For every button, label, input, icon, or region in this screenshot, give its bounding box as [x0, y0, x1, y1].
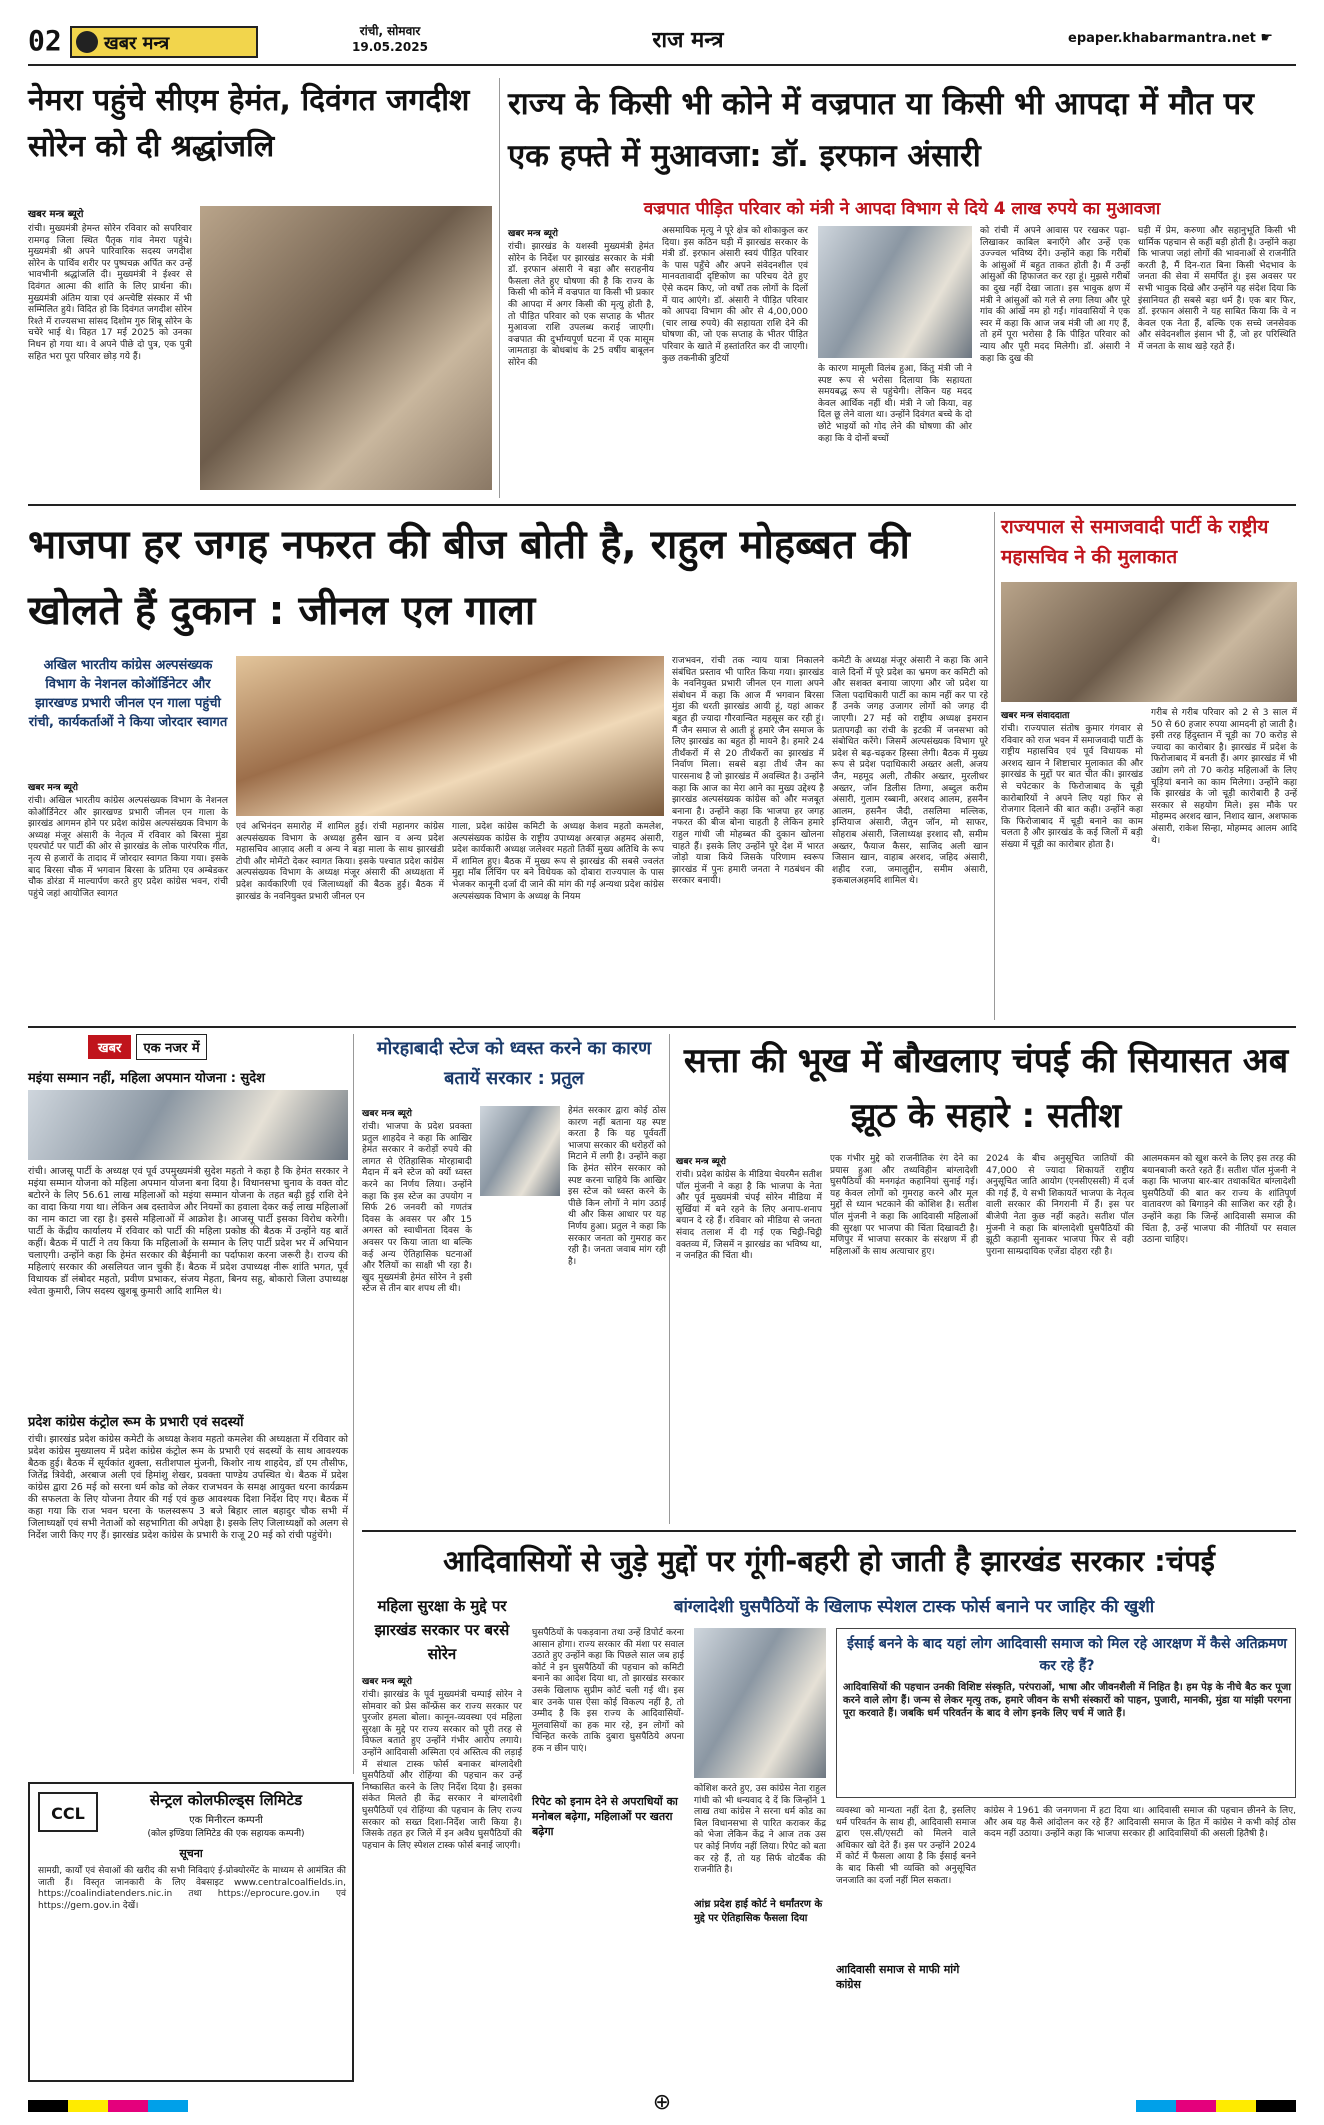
nazar-item2-body: रांची। झारखंड प्रदेश कांग्रेस कमेटी के अध्यक्ष केशव महतो कमलेश की अध्यक्षता में रविवार को प्रदेश कांग्रेस मुख्यालय में प्रदेश कांग्रेस कंट्रोल रूम के प्रभारी एवं सदस्यों के साथ आवश्यक बैठक हुई। बैठक में सूर्यकांत शुक्ला, सतीशपाल मुंजनी, किशोर नाथ शाहदेव, डॉ एम तौसीफ, जितेंद्र त्रिवेदी, अरबाज अली एवं हिमांशु शेखर, प्रवक्ता पाण्डेय उपस्थित थे। बैठक में प्रदेश कांग्रेस द्वारा 26 मई को सरना धर्म कोड को लेकर राजभवन के समक्ष आयुक्त धरना कार्यक्रम की सफलता के लिए योजना तैयार की गई एवं कुछ आवश्यक दिशा निर्देश दिए गए। बैठक में कहा गया कि राज भवन घरना के फलस्वरूप 3 बजे बिहार लाल बहादुर चौक सभी में जिलाध्यक्षों एवं सभी नेताओं को सहभागिता की अपेक्षा है। इसके लिए जिलाध्यक्षों को अलग से निर्देश जारी किए गए हैं। झारखंड प्रदेश कांग्रेस के प्रभारी के राजू 20 मई को रांची पहुंचेंगे।: [28, 1434, 348, 1541]
story-pratul-col1: रांची। भाजपा के प्रदेश प्रवक्ता प्रतुल शाहदेव ने कहा कि आखिर हेमंत सरकार ने करोड़ों रुपये की लागत से ऐतिहासिक मोरहाबादी मैदान में बने स्टेज को क्यों ध्वस्त करने का निर्णय लिया। उन्होंने कहा कि इस स्टेज का उपयोग न सिर्फ 26 जनवरी को गणतंत्र दिवस के अवसर पर और 15 अगस्त को स्वाधीनता दिवस के अवसर पर किया जाता था बल्कि कई अन्य ऐतिहासिक घटनाओं और रैलियों का साक्षी भी रहा है। खुद मुख्यमंत्री हेमंत सोरेन ने इसी स्टेज से तीन बार शपथ ली थी।: [362, 1122, 472, 1295]
rule-2: [28, 1026, 1296, 1028]
story-champai: [362, 1538, 1296, 2078]
story-nemra-body: रांची। मुख्यमंत्री हेमन्त सोरेन रविवार को सपरिवार रामगढ़ जिला स्थित पैतृक गांव नेमरा पहुंचे। मुख्यमंत्री श्री अपने पारिवारिक सदस्य जगदीश सोरेन के पार्थिव शरीर पर पुष्पचक्र अर्पित कर उन्हें भावभीनी श्रद्धांजलि दी। मुख्यमंत्री ने ईश्वर से दिवंगत आत्मा की शांति के लिए प्रार्थना की। मुख्यमंत्री अंतिम यात्रा एवं अन्त्येष्टि संस्कार में भी सम्मिलित हुये। विदित हो कि दिवंगत जगदीश सोरेन रिश्ते में राज्यसभा सांसद दिशोम गुरु शिबू सोरेन के चचेरे भाई थे। विहत 17 मई 2025 को उनका निधन हो गया था। वे अपने पीछे दो पुत्र, एक पुत्री सहित भरा पूरा परिवार छोड़ गये हैं।: [28, 224, 192, 362]
registration-mark-icon: ⊕: [652, 2090, 672, 2115]
story-champai-left-sub: महिला सुरक्षा के मुद्दे पर झारखंड सरकार पर बरसे सोरेन: [374, 1597, 510, 1663]
story-irfan-col3: के कारण मामूली विलंब हुआ, किंतु मंत्री जी ने स्पष्ट रूप से भरोसा दिलाया कि सहायता समयबद्ध रूप से पहुंचेगी। लेकिन यह मदद केवल आर्थिक नहीं थी। मंत्री ने जो किया, वह दिल छू लेने वाला था। उन्होंने दिवंगत बच्चे के दो छोटे भाइयों को गोद लेने की घोषणा की ओर कहा कि वे दोनों बच्चों: [818, 364, 972, 444]
boxed-question-body: आदिवासियों की पहचान उनकी विशिष्ट संस्कृति, परंपराओं, भाषा और जीवनशैली में निहित है। हम पेड़ के नीचे बैठ कर पूजा करने वाले लोग हैं। जन्म से लेकर मृत्यु तक, हमारे जीवन के सभी संस्कारों को पाहन, पुजारी, मानकी, मुंडा या मांझी परगना पूरा करवाते हैं। जबकि धर्म परिवर्तन के बाद वे लोग इनके लिए चर्च में जाते हैं।: [843, 1682, 1291, 1719]
page-number: 02: [28, 24, 62, 57]
rule-1: [28, 504, 1296, 506]
epaper-url[interactable]: [1068, 30, 1296, 54]
story-satish-col3: 2024 के बीच अनुसूचित जातियों की 47,000 से ज्यादा शिकायतें राष्ट्रीय अनुसूचित जाति आयोग (एनसीएससी) में दर्ज की गई हैं, ये सभी शिकायतें भाजपा के नेतृत्व वाली सरकार की निगरानी में हैं। इस पर बीजेपी नेता कुछ नहीं कहते। सतीश पॉल मुंजनी ने कहा कि बांग्लादेशी घुसपैठियों की झूठी कहानी सुनाकर भाजपा फिर से वही पुराना साम्प्रदायिक एजेंडा दोहरा रही है।: [986, 1154, 1134, 1257]
nazar-item2-title: प्रदेश कांग्रेस कंट्रोल रूम के प्रभारी एवं सदस्यों: [28, 1415, 244, 1430]
story-irfan-subhead: वज्रपात पीड़ित परिवार को मंत्री ने आपदा विभाग से दिये 4 लाख रुपये का मुआवजा: [643, 199, 1161, 219]
color-bar-left: [28, 2100, 188, 2112]
story-satish-col2: एक गंभीर मुद्दे को राजनीतिक रंग देने का प्रयास हुआ और तथ्यविहीन बांग्लादेशी घुसपैठियों की मनगढ़ंत कहानियां सुनाई गई। यह केवल लोगों को गुमराह करने और मूल मुद्दों से ध्यान भटकाने की कोशिश है। सतीश पॉल मुंजनी ने कहा कि आदिवासी महिलाओं की सुरक्षा पर भाजपा की चिंता दिखावटी है। मणिपुर में भाजपा सरकार के संरक्षण में ही महिलाओं के साथ अत्याचार हुए।: [830, 1154, 978, 1257]
story-governor-headline: राज्यपाल से समाजवादी पार्टी के राष्ट्रीय महासचिव ने की मुलाकात: [1001, 516, 1269, 568]
pratul-portrait: [480, 1106, 560, 1196]
rule-3: [362, 1530, 1296, 1532]
story-irfan-col1: रांची। झारखंड के यशस्वी मुख्यमंत्री हेमंत सोरेन के निर्देश पर झारखंड सरकार के मंत्री डॉ. इरफान अंसारी ने बड़ा और सराहनीय फैसला लेते हुए घोषणा की है कि राज्य के किसी भी कोने में वज्रपात या किसी भी प्रकार की आपदा में अगर किसी की मृत्यु होती है, तो पीड़ित परिवार को एक सप्ताह के भीतर मुआवजा राशि उपलब्ध कराई जाएगी। वज्रपात की दुर्भाग्यपूर्ण घटना में एक मासूम जामताड़ा के बोधबांध के 25 वर्षीय बाबूलन सोरेन की: [508, 242, 654, 368]
story-irfan: [508, 78, 1296, 498]
color-bar-right: [1136, 2100, 1296, 2112]
ek-nazar-section: [28, 1034, 354, 1774]
boxed-question: [836, 1628, 1296, 1798]
story-governor-photo: [1001, 582, 1297, 702]
ccl-logo-icon: CCL: [38, 1792, 98, 1832]
nazar-item1-body: रांची। आजसू पार्टी के अध्यक्ष एवं पूर्व उपमुख्यमंत्री सुदेश महतो ने कहा है कि हेमंत सरकार ने मइंया सम्मान योजना को महिला अपमान योजना बना दिया है। विधानसभा चुनाव के वक्त वोट बटोरने के लिए 56.61 लाख महिलाओं को मइंया सम्मान योजना के तहत बढ़ी हुई राशि देने का वादा किया गया था। लेकिन अब दस्तावेज और नियमों का हवाला देकर कई लाख महिलाओं का नाम काटा जा रहा है। इससे महिलाओं में आक्रोश है। आजसू पार्टी इसका विरोध करेगी। पार्टी के केंद्रीय कार्यालय में रविवार को पार्टी की महिला प्रकोष्ठ की बैठक में उन्होंने यह बातें कहीं। बैठक में पार्टी ने तय किया कि महिलाओं के सम्मान के लिए पार्टी प्रदेश भर में अभियान चलाएगी। उन्होंने कहा कि हेमंत सरकार की बैईमानी का पर्दाफाश करना जरूरी है। राज्य की महिलाएं सरकार की असलियत जान चुकी हैं। बैठक में प्रदेश उपाध्यक्ष नीरू शांति भगत, पूर्व विधायक डॉ लंबोदर महतो, प्रवीण प्रभाकर, संजय मेहता, बिनय सहू, बोकारो जिला उपाध्यक्ष श्वेता कुमारी, जिप सदस्य खुशबू कुमारी आदि शामिल थे।: [28, 1166, 348, 1297]
ccl-company-name: सेन्ट्रल कोलफील्ड्स लिमिटेड: [149, 1791, 303, 1809]
nazar-item1-title: मइंया सम्मान नहीं, महिला अपमान योजना : सुदेश: [28, 1071, 265, 1086]
story-champai-byline: खबर मन्त्र ब्यूरो: [362, 1677, 412, 1687]
masthead-city-day: रांची, सोमवार: [359, 24, 421, 38]
story-irfan-col5: घड़ी में प्रेम, करुणा और सहानुभूति किसी भी धार्मिक पहचान से कहीं बड़ी होती है। उन्होंने कहा कि भाजपा जहां लोगों की भावनाओं से राजनीति करती है, मैं दिन-रात बिना किसी भेदभाव के जनता की सेवा में समर्पित हूं। इस अवसर पर सभी भावुक दिखे और उन्होंने यह संदेश दिया कि इंसानियत ही सबसे बड़ा धर्म है। एक बार फिर, डॉ. इरफान अंसारी ने यह साबित किया कि वे न केवल एक नेता हैं, बल्कि एक सच्चे जनसेवक और संवेदनशील इंसान भी हैं, जो हर परिस्थिति में जनता के साथ खड़े रहते हैं।: [1138, 226, 1296, 352]
ccl-notice-label: सूचना: [179, 1847, 203, 1860]
story-jinal-col3: गाला, प्रदेश कांग्रेस कमिटी के अध्यक्ष केशव महतो कमलेश, अल्पसंख्यक कांग्रेस के राष्ट्रीय उपाध्यक्ष अरबाज़ अहमद अंसारी, प्रदेश कार्यकारी अध्यक्ष जलेश्वर महतो तिर्की मुख्य अतिथि के रूप में शामिल हुए। बैठक में मुख्य रूप से झारखंड की सबसे ज्वलंत मुद्दा मॉब लिंचिंग पर बने विधेयक को दोबारा राज्यपाल के पास भेजकर कानूनी दर्जा दी जाने की मांग की गई अन्यथा प्रदेश कांग्रेस अल्पसंख्यक विभाग के अध्यक्ष के नियम: [452, 822, 664, 902]
story-nemra-byline: खबर मन्त्र ब्यूरो: [28, 209, 84, 220]
story-irfan-headline: राज्य के किसी भी कोने में वज्रपात या किसी भी आपदा में मौत पर एक हफ्ते में मुआवजा: डॉ. इरफान अंसारी: [508, 86, 1254, 174]
story-jinal: [28, 512, 988, 1020]
story-jinal-col2: एवं अभिनंदन समारोह में शामिल हुई। रांची महानगर कांग्रेस अल्पसंख्यक विभाग के अध्यक्ष हुसैन खान व अन्य प्रदेश महासचिव आज़ाद अली व अन्य ने बड़ा माला के साथ झारखंडी टोपी और मोमेंटो देकर स्वागत किया। इसके पश्चात प्रदेश कांग्रेस अल्पसंख्यक विभाग के अध्यक्ष मंजूर अंसारी की अध्यक्षता में प्रदेश कार्यकारिणी एवं जिलाध्यक्षों की बैठक हुई। बैठक में झारखंड के नवनियुक्त प्रभारी जीनल एन: [236, 822, 444, 902]
story-nemra: [28, 78, 500, 498]
story-champai-col4: व्यवस्था को मान्यता नहीं देता है, इसलिए धर्म परिवर्तन के साथ ही, आदिवासी समाज द्वारा एस.सी/एसटी को मिलने वाले अधिकार खो देते हैं। इस पर उन्होंने 2024 में कोर्ट में फैसला आया है कि ईसाई बनने के बाद किसी भी व्यक्ति को अनुसूचित जनजाति का दर्जा नहीं मिल सकता।: [836, 1806, 976, 1886]
story-nemra-photo: [200, 206, 492, 490]
brand-logo-icon: [76, 31, 98, 53]
story-jinal-photo: [236, 656, 664, 816]
story-champai-col5: कांग्रेस ने 1961 की जनगणना में हटा दिया था। आदिवासी समाज की पहचान छीनने के लिए, और अब यह कैसे आंदोलन कर रहे हैं? आदिवासी समाज के हित में कांग्रेस ने कभी कोई ठोस कदम नहीं उठाया। उन्होंने कहा कि भाजपा सरकार ही आदिवासियों की असली हितैषी है।: [984, 1806, 1296, 1840]
story-jinal-headline: भाजपा हर जगह नफरत की बीज बोती है, राहुल मोहब्बत की खोलते हैं दुकान : जीनल एल गाला: [28, 522, 910, 634]
story-irfan-col2: असमायिक मृत्यु ने पूरे क्षेत्र को शोकाकुल कर दिया। इस कठिन घड़ी में झारखंड सरकार के मंत्री डॉ. इरफान अंसारी स्वयं पीड़ित परिवार के पास पहुँचे और अपने संवेदनशील एवं मानवतावादी दृष्टिकोण का परिचय देते हुए ऐसे कदम किए, जो वर्षों तक लोगों के दिलों में याद आएंगे। डॉ. अंसारी ने पीड़ित परिवार को आपदा विभाग की ओर से 4,00,000 (चार लाख रुपये) की सहायता राशि देने की घोषणा की, जो एक सप्ताह के भीतर पीड़ित परिवार के खाते में हस्तांतरित कर दी जाएगी। कुछ तकनीकी त्रुटियों: [662, 226, 808, 364]
story-satish-col4: आलमकमन को खुश करने के लिए इस तरह की बयानबाजी करते रहते हैं। सतीश पॉल मुंजनी ने कहा कि भाजपा बार-बार तथाकथित बांग्लादेशी घुसपैठियों की बात कर राज्य के शांतिपूर्ण वातावरण को बिगाड़ने की साजिश कर रही है। उन्होंने कहा कि जिन्हें आदिवासी समाज की चिंता है, उन्हें भाजपा की नीतियों पर सवाल उठाना चाहिए।: [1142, 1154, 1296, 1246]
nazar-item1-photo: [28, 1090, 348, 1160]
champai-portrait: [694, 1628, 826, 1778]
story-champai-col1: रांची। झारखंड के पूर्व मुख्यमंत्री चम्पाई सोरेन ने सोमवार को प्रेस कॉन्फ्रेंस कर राज्य सरकार पर पुरजोर हमला बोला। कानून-व्यवस्था एवं महिला सुरक्षा के मुद्दे पर राज्य सरकार को पूरी तरह से विफल बताते हुए उन्होंने गंभीर आरोप लगाये। उन्होंने आदिवासी अस्मिता एवं अस्तित्व की लड़ाई में संथाल टास्क फोर्स बनाकर बांग्लादेशी घुसपैठियों और रोहिंग्या की पहचान कर उन्हें निष्कासित करने के लिए निर्देश दिया है। इसका संकेत मिलते ही केंद्र सरकार ने बांग्लादेशी घुसपैठियों एवं रोहिंग्या की पहचान के लिए राज्य सरकार को सख्त दिशा-निर्देश जारी किया है। जिसके तहत हर जिले में इन अवैध घुसपैठियों की पहचान के लिए स्पेशल टास्क फोर्स बनाई जाएगी।: [362, 1690, 522, 1851]
cursor-hand-icon: ☛: [1260, 30, 1273, 46]
masthead-date: 19.05.2025: [352, 40, 428, 54]
story-nemra-headline: नेमरा पहुंचे सीएम हेमंत, दिवंगत जगदीश सोरेन को दी श्रद्धांजलि: [28, 83, 470, 164]
ccl-advertisement: [28, 1782, 354, 2082]
story-pratul-col2: हेमंत सरकार द्वारा कोई ठोस कारण नहीं बताना यह स्पष्ट करता है कि यह पूर्ववर्ती भाजपा सरकार की धरोहरों को मिटाने में लगी है। उन्होंने कहा कि हेमंत सोरेन सरकार को स्पष्ट करना चाहिये कि आखिर इस स्टेज को ध्वस्त करने के पीछे किन लोगों ने मांग उठाई थी और किस आधार पर यह निर्णय हुआ। प्रतुल ने कहा कि सरकार जनता को गुमराह कर रही है। जनता जवाब मांग रही है।: [568, 1106, 666, 1267]
story-irfan-byline: खबर मन्त्र ब्यूरो: [508, 229, 558, 239]
story-jinal-col1: रांची। अखिल भारतीय कांग्रेस अल्पसंख्यक विभाग के नेशनल कोऑर्डिनेटर और झारखण्ड प्रभारी जीनल एन गाला के झारखंड आगमन होने पर प्रदेश कांग्रेस अल्पसंख्यक विभाग के अध्यक्ष मंजूर अंसारी के नेतृत्व में रविवार को बिरसा मुंडा एयरपोर्ट पर पार्टी की ओर से झारखंड के लोक पारंपरिक गीत, नृत्य से हजारों के तादाद में जोरदार स्वागत किया गया। इसके बाद बिरसा चौक में भगवान बिरसा के प्रतिमा एव अम्बेडकर चौक डोरंडा में माल्यार्पण करते हुए प्रदेश कांग्रेस भवन, रांची पहुंचे जहां आयोजित स्वागत: [28, 796, 228, 899]
ek-nazar-tag: [88, 1034, 268, 1058]
story-jinal-col4: राजभवन, रांची तक न्याय यात्रा निकालने संबंधित प्रस्ताव भी पारित किया गया। झारखंड के नवनियुक्त प्रभारी जीनल एन गाला अपने संबोधन में कहा कि आज मैं भगवान बिरसा मुंडा की धरती झारखंड आयी हूं, यहां आकर बहुत ही ज्यादा गौरवान्वित महसूस कर रही हूं। मैं जैन समाज से आती हूं हमारे जैन समाज के लिए झारखंड का बहुत ही मायने है। हमारे 24 तीर्थंकरों में से 20 तीर्थंकरों का झारखंड में निर्वाण मिला। सबसे बड़ा तीर्थ जैन का पारसनाथ है जो झारखंड में अवस्थित है। उन्होंने कहा कि आज का मेरा आने का मुख्य उद्देश्य है झारखंड अल्पसंख्यक कांग्रेस को और मजबूत बनाना है। उन्होंने कहा कि भाजपा हर जगह नफरत की बीज बोना चाहती है लेकिन हमारे राहुल गांधी जी मोहब्बत की दुकान खोलना चाहते हैं। इसके लिए उन्होंने पूरे देश में भारत जोड़ो यात्रा किये जिसके परिणाम स्वरूप झारखंड में पुनः हमारी जनता ने गठबंधन की सरकार बनायी।: [672, 656, 824, 887]
story-champai-col2: घुसपैठियों के पकड़वाना तथा उन्हें डिपोर्ट करना आसान होगा। राज्य सरकार की मंशा पर सवाल उठाते हुए उन्होंने कहा कि पिछले साल जब हाई कोर्ट ने इन घुसपैठियों की पहचान को कमिटी बनाने का आदेश दिया था, तो झारखंड सरकार उसके खिलाफ सुप्रीम कोर्ट चली गई थी। इस बार उनके पास ऐसा कोई विकल्प नहीं है, तो उम्मीद है कि इस राज्य के आदिवासियों-मूलवासियों का हक मार रहे, इन लोगों को चिन्हित करके ताकि दुबारा घुसपैठिये अपना हक न छीन पाएं।: [532, 1628, 684, 1754]
story-champai-col3: कोशिश करते हुए, उस कांग्रेस नेता राहुल गांधी को भी धन्यवाद दे दें कि जिन्होंने 1 लाख तथा कांग्रेस ने सरना धर्म कोड का बिल विधानसभा से पारित कराकर केंद्र को भेजा लेकिन केंद्र ने आज तक उस पर कोई निर्णय नहीं लिया। रिपेट को बता कर रहे हैं, तो यह सिर्फ वोटबैंक की राजनीति है।: [694, 1784, 826, 1876]
story-pratul: [362, 1034, 670, 1524]
ek-nazar-tag-left: खबर: [88, 1035, 131, 1059]
irfan-portrait: [818, 226, 972, 358]
story-jinal-col5: कमेटी के अध्यक्ष मंजूर अंसारी ने कहा कि आने वाले दिनों में पूरे प्रदेश का भ्रमण कर कमिटी को और सशक्त बनाया जाएगा और जो प्रदेश या जिला पदाधिकारी पार्टी का काम नहीं कर पा रहे हैं उनके जगह उजागर लोगों को जगह दी जाएगी। 27 मई को राष्ट्रीय अध्यक्ष इमरान प्रतापगढ़ी का रांची के इटकी में जनसभा को संबोधित करेंगे। जिसमें अल्पसंख्यक विभाग पूरे प्रदेश से बढ़-चढ़कर हिस्सा लेगी। बैठक में मुख्य रूप से प्रदेश पदाधिकारी अख्तर अली, अजय जैन, महमूद अली, तौकीर अख्तर, मुरलीधर अख्तर, जॉन डिलीस तिग्गा, अब्दुल करीम अंसारी, गुलाम रब्बानी, अरशद आलम, हसनैन आलम, हसनैन जैदी, तसलिमा मल्लिक, इम्तियाज अंसारी, जैतुन जॉन, मो साफर, सोहराब अंसारी, जिलाध्यक्ष इरशाद सौ, समीम अख्तर, फैयाज कैसर, साजिद अली खान जिसान खान, वाहाब अरशद, जहिद अंसारी, शहीद रजा, जमालुद्दीन, समीम अंसारी, इकबालअहमदि शामिल थे।: [832, 656, 988, 887]
ek-nazar-tag-right: एक नजर में: [136, 1034, 206, 1060]
story-governor-byline: खबर मन्त्र संवाददाता: [1001, 711, 1070, 721]
epaper-url-text: epaper.khabarmantra.net: [1068, 31, 1256, 46]
story-jinal-intro: अखिल भारतीय कांग्रेस अल्पसंख्यक विभाग के नेशनल कोऑर्डिनेटर और झारखण्ड प्रभारी जीनल एन गाला पहुंची रांची, कार्यकर्ताओं ने किया जोरदार स्वागत: [28, 658, 228, 730]
story-champai-headline: आदिवासियों से जुड़े मुद्दों पर गूंगी-बहरी हो जाती है झारखंड सरकार :चंपई: [443, 1544, 1215, 1578]
story-governor-col1: रांची। राज्यपाल संतोष कुमार गंगवार से रविवार को राज भवन में समाजवादी पार्टी के राष्ट्रीय महासचिव एवं पूर्व विधायक मो अरशद खान ने शिष्टाचार मुलाकात की और झारखंड के मुद्दों पर बात चीत की। झारखंड से चपेटकार के फिरोजाबाद के चूड़ी कारोबारियों ने अपने लिए यहां फिर से रोजगार दिलाने की बात कही। उन्होंने कहा कि फिरोजाबाद में चूड़ी बनाने का काम चलता है और झारखंड के कई जिलों में बड़ी संख्या में चूड़ी का कारोबार होता है।: [1001, 724, 1143, 850]
story-satish: [676, 1034, 1296, 1524]
story-satish-byline: खबर मन्त्र ब्यूरो: [676, 1157, 726, 1167]
story-governor-col2: गरीब से गरीब परिवार को 2 से 3 साल में 50 से 60 हजार रुपया आमदनी हो जाती है। इसी तरह हिंदुस्तान में चूड़ी का 70 करोड़ से ज्यादा का कारोबार है। झारखंड में प्रदेश के फिरोजाबाद में बनती हैं। अगर झारखंड में भी उद्योग लगे तो 70 करोड़ महिलाओं के लिए चूड़ियां बनाने का काम मिलेगा। उन्होंने कहा कि झारखंड के जो चूड़ी कारोबारी है उन्हें सरकार से सहयोग मिले। इस मौके पर मोहम्मद अरशद खान, निशाद खान, अशफाक अंसारी, राकेश सिन्हा, मोहम्मद आलम आदि थे।: [1151, 708, 1297, 846]
section-title: राज मन्त्र: [652, 28, 724, 53]
story-satish-headline: सत्ता की भूख में बौखलाए चंपई की सियासत अब झूठ के सहारे : सतीश: [683, 1041, 1289, 1136]
story-irfan-col4: को रांची में अपने आवास पर रखकर पढ़ा-लिखाकर काबिल बनाएँगे और उन्हें एक उज्ज्वल भविष्य देंगे। उन्होंने कहा कि गरीबों के आंसुओं में बहुत ताकत होती है। मैं उन्हीं आंसुओं की हिफाजत कर रहा हूं। मुझसे गरीबों का दुख नहीं देखा जाता। इस भावुक क्षण में मंत्री ने आंसुओं को गले से लगा लिया और पूरे गांव की आंखें नम हो गईं। गांववासियों ने एक स्वर में कहा कि आज जब मंत्री जी आ गए हैं, तो हमें पूरा भरोसा है कि पीड़ित परिवार को न्याय और पूरी मदद मिलेगी। डॉ. अंसारी ने कहा कि दुख की: [980, 226, 1130, 364]
story-jinal-byline: खबर मन्त्र ब्यूरो: [28, 783, 78, 793]
boxed-question-title: ईसाई बनने के बाद यहां लोग आदिवासी समाज को मिल रहे आरक्षण में कैसे अतिक्रमण कर रहे हैं?: [847, 1636, 1287, 1674]
story-governor: [994, 512, 1296, 1020]
story-champai-right-sub: बांग्लादेशी घुसपैठियों के खिलाफ स्पेशल टास्क फोर्स बनाने पर जाहिर की खुशी: [673, 1597, 1155, 1617]
story-champai-sub2: रिपेट को इनाम देने से अपराधियों का मनोबल बढ़ेगा, महिलाओं पर खतरा बढ़ेगा: [532, 1795, 678, 1838]
story-champai-sub4: आदिवासी समाज से माफी मांगे कांग्रेस: [836, 1963, 960, 1991]
story-pratul-headline: मोरहाबादी स्टेज को ध्वस्त करने का कारण बतायें सरकार : प्रतुल: [376, 1038, 652, 1089]
ccl-subtitle: (कोल इण्डिया लिमिटेड की एक सहायक कम्पनी): [147, 1829, 305, 1839]
story-satish-col1: रांची। प्रदेश कांग्रेस के मीडिया चेयरमैन सतीश पॉल मुंजनी ने कहा है कि भाजपा के नेता और पूर्व मुख्यमंत्री चंपई सोरेन मीडिया में सुर्खियां में बने रहने के लिए अनाप-शनाप बयान दे रहे हैं। रविवार को मीडिया से जनता संवाद तलाश में दी गई एक चिट्ठी-चिट्ठी वक्तव्य में, जिसमें न झारखंड का भविष्य था, न जनहित की चिंता थी।: [676, 1170, 822, 1262]
story-pratul-byline: खबर मन्त्र ब्यूरो: [362, 1109, 412, 1119]
story-champai-sub3: आंध्र प्रदेश हाई कोर्ट ने धर्मांतरण के मुद्दे पर ऐतिहासिक फैसला दिया: [694, 1899, 823, 1924]
brand-box: [70, 26, 258, 58]
ccl-tagline: एक मिनीरत्न कम्पनी: [189, 1815, 263, 1826]
masthead: [28, 20, 1296, 66]
brand-name: खबर मन्त्र: [104, 33, 170, 54]
ccl-notice-body: सामग्री, कार्यों एवं सेवाओं की खरीद की सभी निविदाएं ई-प्रोक्योरमेंट के माध्यम से आमंत्रित की जाती हैं। विस्तृत जानकारी के लिए वेबसाइट www.centralcoalfields.in, https://coalindiatenders.nic.in तथा https://eprocure.gov.in एवं https://gem.gov.in देखें।: [38, 1866, 346, 1911]
